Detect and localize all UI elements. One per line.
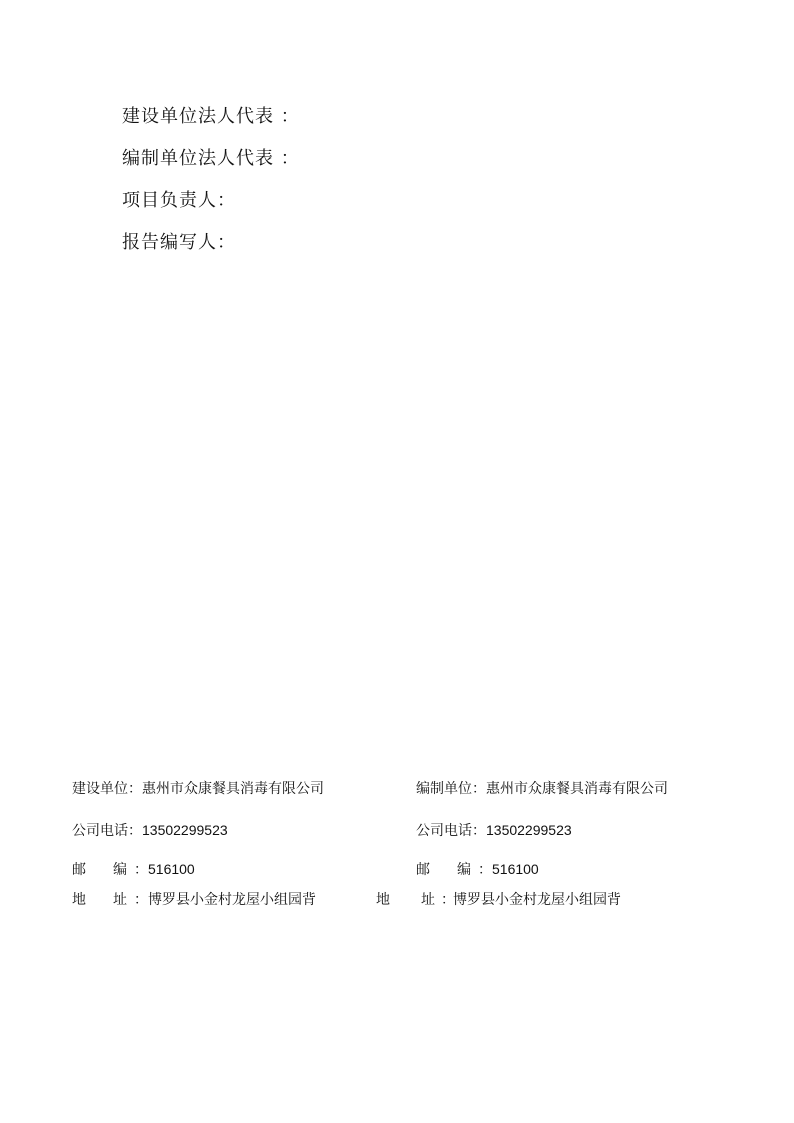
compiler-unit-name: 惠州市众康餐具消毒有限公司 [486, 781, 668, 797]
construction-phone-label: 公司电话： [72, 823, 142, 839]
compiler-phone-row [416, 821, 572, 840]
construction-legal-rep-line: 建设单位法人代表 ： [122, 106, 300, 127]
postal-label-char-2: 编 [457, 862, 471, 878]
compiler-unit-row [416, 780, 668, 798]
construction-address-value: 博罗县小金村龙屋小组园背 [148, 892, 316, 908]
compiler-postal-row [416, 860, 539, 879]
address-label-char-1: 地 [376, 892, 390, 908]
construction-postal-row [72, 860, 195, 879]
postal-label-char-1: 邮 [416, 862, 430, 878]
address-separator: ： [134, 892, 148, 908]
construction-postal-value: 516100 [148, 861, 195, 877]
postal-label-char-1: 邮 [72, 862, 86, 878]
project-lead-line: 项目负责人： [122, 190, 236, 211]
construction-unit-label: 建设单位： [72, 781, 142, 797]
construction-address-row [72, 891, 316, 909]
compiler-address-value: 博罗县小金村龙屋小组园背 [453, 892, 621, 908]
compiler-phone-label: 公司电话： [416, 823, 486, 839]
postal-label-char-2: 编 [113, 862, 127, 878]
compiler-legal-rep-line: 编制单位法人代表 ： [122, 148, 300, 169]
compiler-postal-value: 516100 [492, 861, 539, 877]
construction-unit-row [72, 780, 324, 798]
postal-separator: ： [478, 862, 492, 878]
compiler-address-row [376, 891, 621, 909]
address-label-char-1: 地 [72, 892, 86, 908]
postal-separator: ： [134, 862, 148, 878]
construction-phone-row [72, 821, 228, 840]
address-label-char-2: 址 [113, 892, 127, 908]
compiler-phone-value: 13502299523 [486, 822, 572, 838]
address-label-char-2: 址 [421, 892, 435, 908]
report-writer-line: 报告编写人： [122, 232, 236, 253]
construction-unit-name: 惠州市众康餐具消毒有限公司 [142, 781, 324, 797]
compiler-unit-label: 编制单位： [416, 781, 486, 797]
construction-phone-value: 13502299523 [142, 822, 228, 838]
address-separator: ： [441, 892, 455, 908]
